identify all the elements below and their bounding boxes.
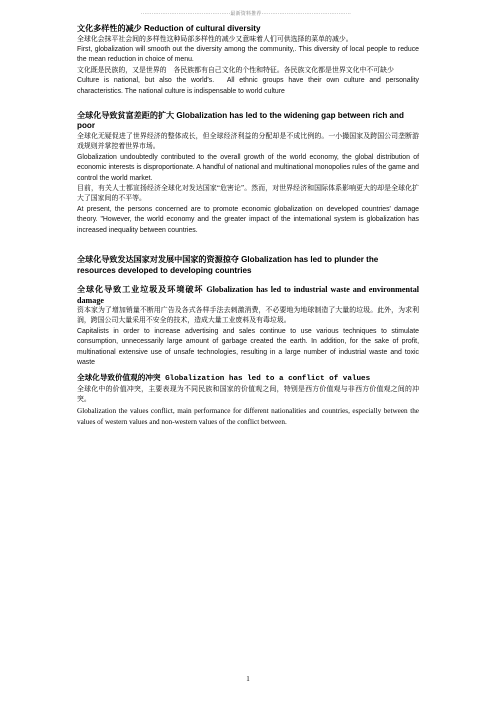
paragraph-zh: 全球化无疑促进了世界经济的整体成长，但全球经济利益的分配却是不成比例的。一小撮国家及跨国公司垄断游戏规则并掌控着世界市场。 xyxy=(77,132,419,151)
section-cultural-diversity xyxy=(77,24,419,97)
section-title: 文化多样性的减少 Reduction of cultural diversity xyxy=(77,24,261,33)
section-title: 全球化导致工业垃圾及环境破坏 Globalization has led to industrial waste and environmental damage xyxy=(77,285,419,305)
paragraph-en: Globalization the values conflict, main performance for different nationalities and countries, especially between the values of western values and non-western values of the conflict between. xyxy=(77,406,419,426)
section-value-conflict xyxy=(77,374,419,427)
paragraph-en: First, globalization will smooth out the diversity among the community,. This diversity of local people to reduce the mean reduction in choice of menu. xyxy=(77,45,419,64)
paragraph-zh: 目前，有关人士都宣扬经济全球化对发达国家“危害论”。然而，对世界经济和国际体系影响更大的却是全球化扩大了国家间的不平等。 xyxy=(77,184,419,203)
document-body xyxy=(77,24,419,428)
section-rich-poor-gap xyxy=(77,111,419,236)
paragraph-en: At present, the persons concerned are to promote economic globalization on developed countries' damage theory. "However, the world economy and the greater impact of the international system is globalization has increased inequality between countries. xyxy=(77,205,419,234)
section-title: 全球化导致价值观的冲突 Globalization has led to a conflict of values xyxy=(77,375,371,384)
paragraph-en: Globalization undoubtedly contributed to the overall growth of the world economy, the global distribution of economic interests is disproportionate. A handful of national and multinational monopolies rules of the game and control the world market. xyxy=(77,153,419,182)
paragraph-en: Culture is national, but also the world's. All ethnic groups have their own culture and personality characteristics. The national culture is indispensable to world culture xyxy=(77,77,419,95)
paragraph-zh: 资本家为了增加销量不断用广告及各式各样手法去刺激消费，不必要地为地球制造了大量的垃圾。此外，为求利润，跨国公司大量采用不安全的技术，造成大量工业废料及有毒垃圾。 xyxy=(77,307,419,325)
section-title: 全球化导致贫富差距的扩大 Globalization has led to the widening gap between rich and poor xyxy=(77,110,404,131)
section-resource-plunder xyxy=(77,255,419,276)
section-industrial-waste xyxy=(77,285,419,368)
paragraph-zh: 文化既是民族的，又是世界的 各民族都有自己文化的个性和特征。各民族文化都是世界文化中不可缺少 xyxy=(77,66,394,74)
page-number: 1 xyxy=(246,675,250,683)
page-header: ··················································最新资料推荐·················································· xyxy=(140,11,352,17)
paragraph-en: Capitalists in order to increase advertising and sales continue to use various techniques to stimulate consumption, unnecessarily large amount of garbage created the earth. In addition, for the sake of profit, multinational extensive use of unsafe technologies, resulting in a large number of industrial waste and toxic waste xyxy=(77,327,419,367)
section-title: 全球化导致发达国家对发展中国家的资源掠夺 Globalization has led to plunder the resources developed to developing countries xyxy=(77,255,379,275)
paragraph-zh: 全球化会抹平社会间的多样性这种局部多样性的减少又意味着人们可供选择的菜单的减少。 xyxy=(77,35,353,43)
paragraph-zh: 全球化中的价值冲突，主要表现为不同民族和国家的价值观之间，特别是西方价值观与非西方价值观之间的冲突。 xyxy=(77,385,419,404)
